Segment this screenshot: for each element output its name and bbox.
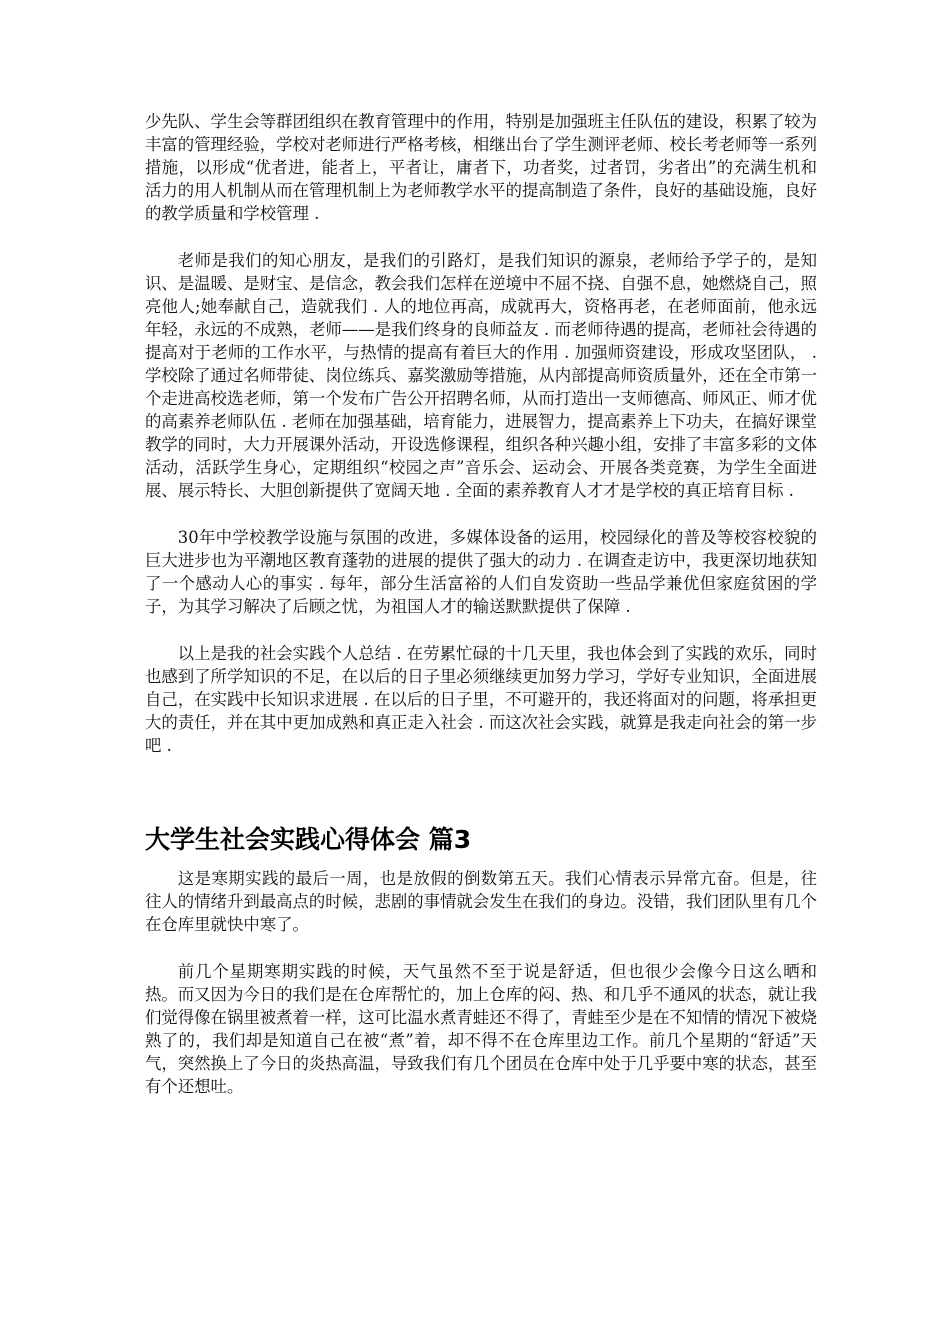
paragraph-teachers: 老师是我们的知心朋友，是我们的引路灯，是我们知识的源泉，老师给予学子的，是知识、是温暖、是财宝、是信念，教会我们怎样在逆境中不屈不挠、自强不息，她燃烧自己，照亮他人;她奉献自己，造就我们 . 人的地位再高，成就再大，资格再老，在老师面前，他永远年轻，永远的不成熟，老师——是我们终身的良师益友 . 而老师待遇的提高，老师社会待遇的提高对于老师的工作水平，与热情的提高有着巨大的作用 . 加强师资建设，形成攻坚团队， . 学校除了通过名师带徒、岗位练兵、嘉奖激励等措施，从内部提高师资质量外，还在全市第一个走进高校选老师，第一个发布广告公开招聘名师，从而打造出一支师德高、师风正、师才优的高素养老师队伍 . 老师在加强基础，培育能力，进展智力，提高素养上下功夫，在搞好课堂教学的同时，大力开展课外活动，开设选修课程，组织各种兴趣小组，安排了丰富多彩的文体活动，活跃学生身心，定期组织“校园之声”音乐会、运动会、开展各类竞赛，为学生全面进展、展示特长、大胆创新提供了宽阔天地 . 全面的素养教育人才才是学校的真正培育目标 . (145, 251, 818, 500)
paragraph-facilities: 30年中学校教学设施与氛围的改进，多媒体设备的运用，校园绿化的普及等校容校貌的巨大进步也为平潮地区教育蓬勃的进展的提供了强大的动力 . 在调查走访中，我更深切地获知了一个感动人心的事实 . 每年，部分生活富裕的人们自发资助一些品学兼优但家庭贫困的学子，为其学习解决了后顾之忧，为祖国人才的输送默默提供了保障 . (145, 528, 817, 616)
heading-spacer (145, 857, 817, 867)
paragraph-spacer (145, 502, 817, 526)
paragraph-group-management: 少先队、学生会等群团组织在教育管理中的作用，特别是加强班主任队伍的建设，积累了较为丰富的管理经验，学校对老师进行严格考核，相继出台了学生测评老师、校长考老师等一系列措施，以形成“优者进，能者上，平者让，庸者下，功者奖，过者罚，劣者出”的充满生机和活力的用人机制从而在管理机制上为老师教学水平的提高制造了条件，良好的基础设施，良好的教学质量和学校管理 . (145, 112, 818, 223)
paragraph-spacer (145, 618, 817, 642)
section-heading: 大学生社会实践心得体会 篇3 (145, 825, 472, 854)
paragraph-warehouse-heat: 前几个星期寒期实践的时候，天气虽然不至于说是舒适，但也很少会像今日这么晒和热。而又因为今日的我们是在仓库帮忙的，加上仓库的闷、热、和几乎不通风的状态，就让我们觉得像在锅里被煮着一样，这可比温水煮青蛙还不得了，青蛙至少是在不知情的情况下被烧熟了的，我们却是知道自己在被“煮”着，却不得不在仓库里边工作。前几个星期的“舒适”天气，突然换上了今日的炎热高温，导致我们有几个团员在仓库中处于几乎要中寒的状态，甚至有个还想吐。 (145, 962, 818, 1096)
document-page (145, 110, 817, 1098)
section-spacer (145, 757, 817, 823)
paragraph-spacer (145, 936, 817, 960)
paragraph-summary: 以上是我的社会实践个人总结 . 在劳累忙碌的十几天里，我也体会到了实践的欢乐，同时也感到了所学知识的不足，在以后的日子里必须继续更加努力学习，学好专业知识，全面进展自己，在实践中长知识求进展 . 在以后的日子里，不可避开的，我还将面对的问题，将承担更大的责任，并在其中更加成熟和真正走入社会 . 而这次社会实践，就算是我走向社会的第一步吧 . (145, 644, 818, 755)
paragraph-spacer (145, 225, 817, 249)
paragraph-last-week: 这是寒期实践的最后一周，也是放假的倒数第五天。我们心情表示异常亢奋。但是，往往人的情绪升到最高点的时候，悲剧的事情就会发生在我们的身边。没错，我们团队里有几个在仓库里就快中寒了。 (145, 869, 818, 934)
